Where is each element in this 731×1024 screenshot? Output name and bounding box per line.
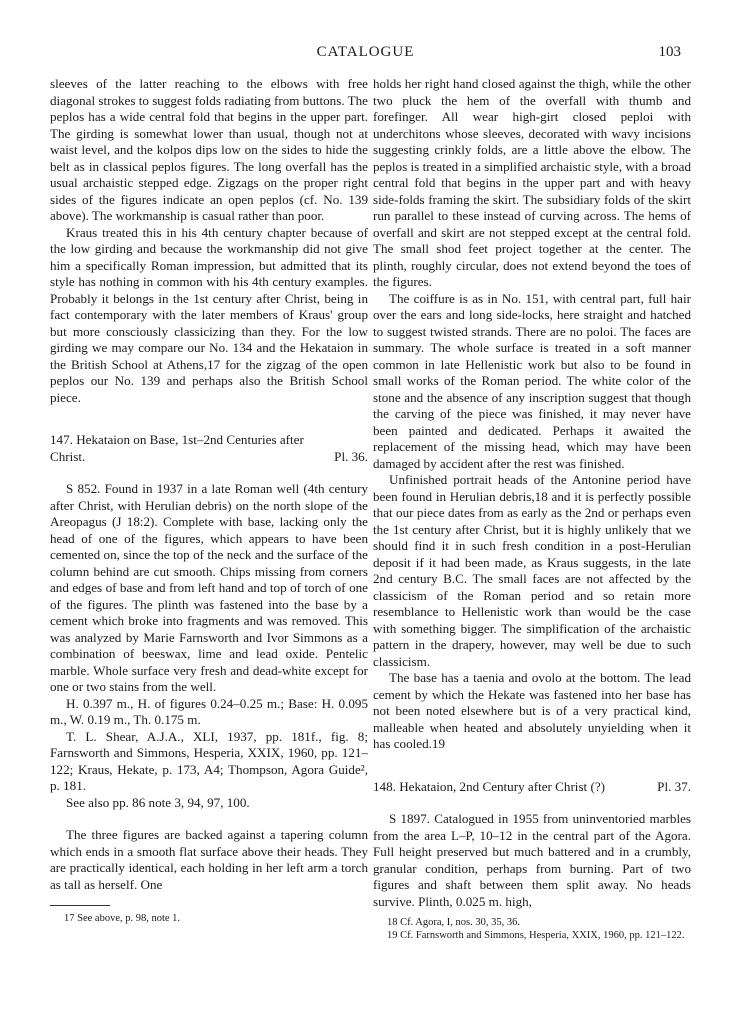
entry-147-discussion: The three figures are backed against a tapering column which ends in a smooth flat surface above their heads. They are practically identical, each holding in her left arm a torch as tall as herself. One bbox=[50, 827, 368, 892]
entry-148-title-row bbox=[373, 779, 691, 796]
footnote-17: 17 See above, p. 98, note 1. bbox=[64, 913, 181, 924]
left-paragraph-2: Kraus treated this in his 4th century chapter because of the low girding and because the workmanship did not give him a specifically Roman impression, but admitted that its style has nothing in common with his 4th century examples. Probably it belongs in the 1st century after Christ, being in fact contemporary with the later members of Kraus' group but more consciously classicizing than they. For the low girding we may compare our No. 134 and the Hekataion in the British School at Athens,17 for the zigzag of the open peplos our No. 139 and perhaps also the British School piece. bbox=[50, 224, 368, 405]
entry-147-title: 147. Hekataion on Base, 1st–2nd Centuries after bbox=[50, 432, 304, 447]
right-paragraph-4: The base has a taenia and ovolo at the bottom. The lead cement by which the Hekate was fastened into her base has not been noted elsewhere but is of a very practical kind, malleable when heated and absolutely unyielding when it has cooled.19 bbox=[373, 670, 691, 751]
entry-147-plate: Pl. 36. bbox=[334, 448, 368, 464]
spacer bbox=[50, 406, 368, 432]
right-column bbox=[373, 76, 691, 942]
left-paragraph-1: sleeves of the latter reaching to the elbows with free diagonal strokes to suggest folds radiating from buttons. The peplos has a wide central fold that begins in the upper part. The girding is somewhat lower than usual, though not at waist level, and the kolpos dips low on the sides to hide the belt as in classical peplos figures. The long overfall has the usual archaistic stepped edge. Zigzags on the proper right sides of the figures indicate an open peplos (cf. No. 139 above). The workmanship is casual rather than poor. bbox=[50, 76, 368, 223]
spacer bbox=[50, 811, 368, 827]
entry-147-title-row bbox=[50, 449, 368, 466]
entry-147-title-cont: Christ. bbox=[50, 448, 86, 464]
page-number: 103 bbox=[658, 44, 681, 60]
spacer bbox=[50, 893, 368, 905]
spacer bbox=[373, 795, 691, 811]
left-column bbox=[50, 76, 368, 925]
spacer bbox=[373, 753, 691, 779]
footnote-rule bbox=[50, 905, 110, 906]
footnote-18: 18 Cf. Agora, I, nos. 30, 35, 36. bbox=[387, 917, 520, 928]
page-header bbox=[0, 44, 731, 66]
right-paragraph-3: Unfinished portrait heads of the Antonine period have been found in Herulian debris,18 and it is perfectly possible that our piece dates from as early as the 2nd or perhaps even the 1st century after Christ, but it is highly unlikely that we should find it in such fresh condition in a post-Herulian deposit if it had been made, as Kraus suggests, in the late 2nd century B.C. The small faces are not affected by the classicism of the Roman period and so retain more resemblance to Hellenistic work than would be the case with something bigger. The simplification of the archaistic pattern in the drapery, however, may well be due to such classicism. bbox=[373, 472, 691, 669]
spacer bbox=[50, 465, 368, 481]
right-paragraph-2: The coiffure is as in No. 151, with central part, full hair over the ears and long side-locks, here straight and hatched to suggest twisted strands. There are no poloi. The faces are summary. The whole surface is treated in a soft manner common in late Hellenistic work but also to be found in small works of the Roman period. The white color of the stone and the absence of any inscription suggest that though the carving of the piece was finished, it may never have been painted and dedicated. Perhaps it awaited the replacement of the missing head, which may have been damaged by accident after the rest was finished. bbox=[373, 290, 691, 471]
entry-148-title: 148. Hekataion, 2nd Century after Christ (?) bbox=[373, 778, 605, 794]
entry-148-description: S 1897. Catalogued in 1955 from uninventoried marbles from the area L–P, 10–12 in the central part of the Agora. Full height preserved but much battered and in a crumbly, granular condition, perhaps from burning. Part of two figures and shaft between them split away. No heads survive. Plinth, 0.025 m. high, bbox=[373, 811, 691, 909]
entry-148-plate: Pl. 37. bbox=[657, 778, 691, 794]
entry-147-see-also: See also pp. 86 note 3, 94, 97, 100. bbox=[66, 794, 250, 810]
right-paragraph-1: holds her right hand closed against the thigh, while the other two pluck the hem of the overfall with thumb and forefinger. All wear high-girt closed peploi with underchitons whose sleeves, decorated with wavy incisions suggesting crinkly folds, are a little above the elbow. The peplos is treated in a simplified archaistic style, with a broad central fold that begins in the upper part and with heavy side-folds framing the skirt. The subsidiary folds of the skirt run parallel to these instead of curving across. The hems of overfall and skirt are not stepped except at the central fold. The small shod feet project together at the center. The plinth, roughly circular, does not extend beyond the toes of the figures. bbox=[373, 76, 691, 289]
running-head: CATALOGUE bbox=[316, 44, 415, 60]
entry-147-description: S 852. Found in 1937 in a late Roman well (4th century after Christ, with Herulian debris) on the north slope of the Areopagus (J 18:2). Complete with base, lacking only the head of one of the figures, which appears to have been cemented on, since the top of the neck and the surface of the column behind are cut smooth. Chips missing from corners and edges of base and from left hand and top of torch of one of the figures. The plinth was fastened into the base by a cement which broke into fragments and was removed. This was analyzed by Marie Farnsworth and Ivor Simmons as a combination of beeswax, lime and lead oxide. Pentelic marble. Whole surface very fresh and dead-white except for one or two stains from the well. bbox=[50, 481, 368, 694]
entry-147-dimensions: H. 0.397 m., H. of figures 0.24–0.25 m.; Base: H. 0.095 m., W. 0.19 m., Th. 0.175 m. bbox=[50, 695, 368, 727]
footnote-19: 19 Cf. Farnsworth and Simmons, Hesperia, XXIX, 1960, pp. 121–122. bbox=[387, 930, 685, 941]
entry-147-bibliography: T. L. Shear, A.J.A., XLI, 1937, pp. 181f., fig. 8; Farnsworth and Simmons, Hesperia, XXIX, 1960, pp. 121–122; Kraus, Hekate, p. 173, A4; Thompson, Agora Guide², p. 181. bbox=[50, 728, 368, 793]
